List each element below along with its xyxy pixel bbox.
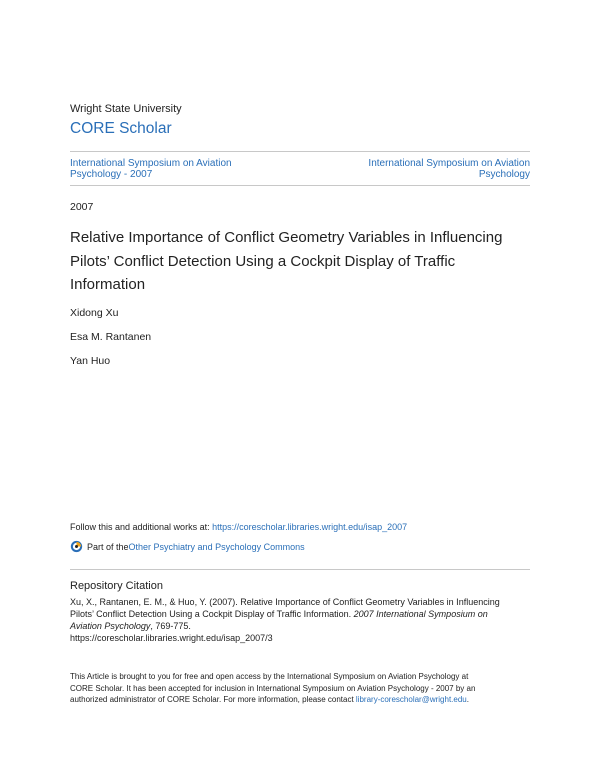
collections-divider: [70, 185, 530, 186]
citation-line3: [70, 620, 532, 632]
footer-line3-suffix: .: [466, 695, 469, 705]
citation-line2-plain: Pilots’ Conflict Detection Using a Cockpit Display of Traffic Information.: [70, 609, 354, 619]
follow-prefix: Follow this and additional works at:: [70, 522, 213, 532]
citation-line2: [70, 608, 532, 620]
collection-link-right-line1: International Symposium on Aviation: [368, 158, 530, 169]
author-1: Xidong Xu: [70, 307, 119, 319]
publication-year: 2007: [70, 201, 94, 213]
repository-citation-heading: Repository Citation: [70, 580, 163, 592]
citation-line2-italic: 2007 International Symposium on: [353, 609, 488, 619]
paper-title-line2: Pilots’ Conflict Detection Using a Cockpit Display of Traffic: [70, 252, 456, 270]
commons-network-icon: [70, 540, 83, 553]
part-of-prefix: Part of the: [87, 541, 129, 552]
part-of-line: [70, 540, 305, 553]
follow-link[interactable]: https://corescholar.libraries.wright.edu/isap_2007: [212, 522, 408, 532]
collection-link-right[interactable]: [320, 158, 530, 180]
paper-title-line3: Information: [70, 276, 146, 293]
repository-link[interactable]: CORE Scholar: [70, 120, 172, 137]
citation-line1: Xu, X., Rantanen, E. M., & Huo, Y. (2007). Relative Importance of Conflict Geometry Variables in Influencing: [70, 597, 500, 607]
paper-title: [70, 226, 538, 297]
paper-title-line1: Relative Importance of Conflict Geometry Variables in Influencing: [70, 229, 503, 246]
collection-link-right-line2: Psychology: [478, 169, 530, 180]
footer-line3: [70, 694, 532, 706]
author-2: Esa M. Rantanen: [70, 331, 152, 343]
commons-link[interactable]: Other Psychiatry and Psychology Commons: [128, 541, 305, 552]
citation-line3-italic: Aviation Psychology: [70, 621, 151, 631]
collection-link-left-line2: Psychology - 2007: [70, 169, 153, 180]
contact-email-link[interactable]: library-corescholar@wright.edu: [355, 695, 467, 705]
access-statement: [70, 671, 532, 706]
citation-divider: [70, 569, 530, 570]
footer-line1: This Article is brought to you for free and open access by the International Symposium on Aviation Psychology at: [70, 672, 469, 681]
citation-line3-plain: , 769-775.: [150, 621, 191, 631]
header-divider: [70, 151, 530, 152]
citation-line4: https://corescholar.libraries.wright.edu/isap_2007/3: [70, 633, 273, 643]
footer-line2: CORE Scholar. It has been accepted for inclusion in International Symposium on Aviation Psychology - 2007 by an: [70, 683, 476, 693]
repository-citation-text: [70, 596, 532, 644]
university-name: Wright State University: [70, 103, 182, 115]
collection-link-left[interactable]: [70, 158, 280, 180]
collection-link-left-line1: International Symposium on Aviation: [70, 158, 232, 169]
author-3: Yan Huo: [70, 355, 111, 367]
follow-line: [70, 522, 407, 532]
footer-line3-prefix: authorized administrator of CORE Scholar. For more information, please contact: [70, 695, 356, 705]
